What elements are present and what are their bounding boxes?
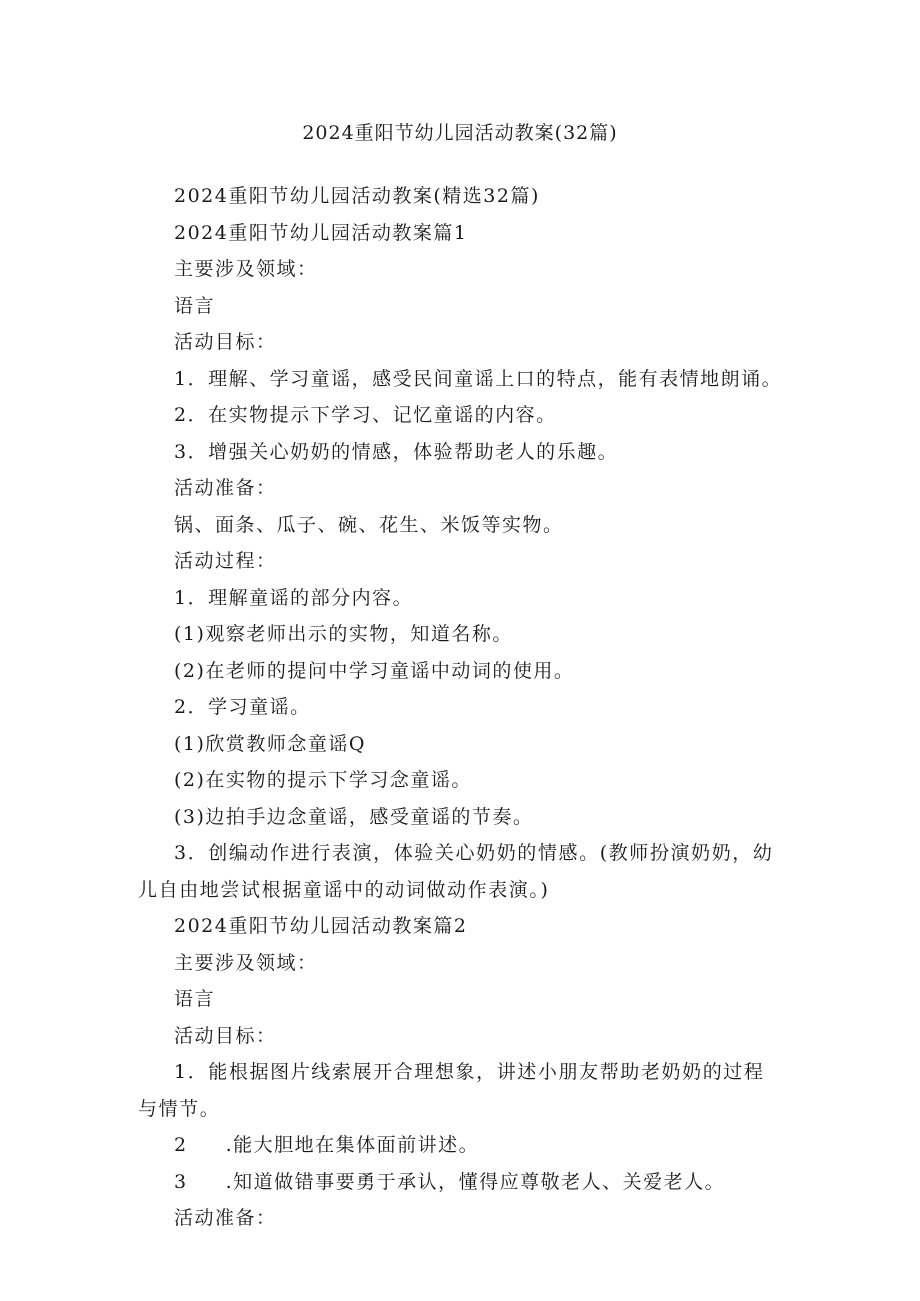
- paragraph-line: 主要涉及领域：: [174, 951, 318, 974]
- paragraph-line: 2．在实物提示下学习、记忆童谣的内容。: [174, 404, 557, 426]
- document-title: 2024重阳节幼儿园活动教案(32篇): [302, 122, 618, 144]
- paragraph-line: 2024重阳节幼儿园活动教案篇2: [174, 915, 468, 937]
- paragraph-line: [138, 1127, 788, 1164]
- list-text: .知道做错事要勇于承认，懂得应尊敬老人、关爱老人。: [225, 1170, 726, 1193]
- paragraph-line: 3．创编动作进行表演，体验关心奶奶的情感。(教师扮演奶奶，幼儿自由地尝试根据童谣中的动词做动作表演。): [138, 842, 774, 901]
- paragraph-line: 语言: [174, 988, 216, 1010]
- paragraph-line: 活动准备：: [174, 1207, 277, 1229]
- paragraph-line: 1．能根据图片线索展开合理想象，讲述小朋友帮助老奶奶的过程与情节。: [138, 1061, 765, 1120]
- paragraph-line: 2024重阳节幼儿园活动教案篇1: [174, 221, 468, 244]
- paragraph-line: 2．学习童谣。: [174, 696, 311, 718]
- paragraph-line: 活动过程：: [174, 550, 277, 572]
- list-text: .能大胆地在集体面前讲述。: [225, 1134, 480, 1156]
- paragraph-line: [138, 1164, 788, 1201]
- paragraph-line: 主要涉及领域：: [174, 258, 318, 280]
- paragraph-line: 1．理解童谣的部分内容。: [174, 586, 414, 609]
- paragraph-line: (2)在老师的提问中学习童谣中动词的使用。: [174, 659, 575, 682]
- paragraph-line: 活动目标：: [174, 331, 277, 353]
- paragraph-line: 1．理解、学习童谣，感受民间童谣上口的特点，能有表情地朗诵。: [174, 367, 783, 390]
- paragraph-line: (1)欣赏教师念童谣Q: [174, 732, 366, 755]
- paragraph-line: (3)边拍手边念童谣，感受童谣的节奏。: [174, 805, 534, 828]
- list-number: 3: [174, 1170, 188, 1193]
- paragraph-line: (2)在实物的提示下学习念童谣。: [174, 769, 472, 791]
- paragraph-line: (1)观察老师出示的实物，知道名称。: [174, 623, 513, 645]
- paragraph-line: 3．增强关心奶奶的情感，体验帮助老人的乐趣。: [174, 440, 619, 463]
- list-number: 2: [174, 1134, 188, 1156]
- paragraph-line: 语言: [174, 294, 216, 317]
- paragraph-line: 锅、面条、瓜子、碗、花生、米饭等实物。: [174, 513, 564, 536]
- paragraph-line: 活动准备：: [174, 477, 277, 499]
- document-body: [138, 178, 788, 1237]
- paragraph-line: 2024重阳节幼儿园活动教案(精选32篇): [174, 185, 540, 207]
- paragraph-line: 活动目标：: [174, 1024, 277, 1047]
